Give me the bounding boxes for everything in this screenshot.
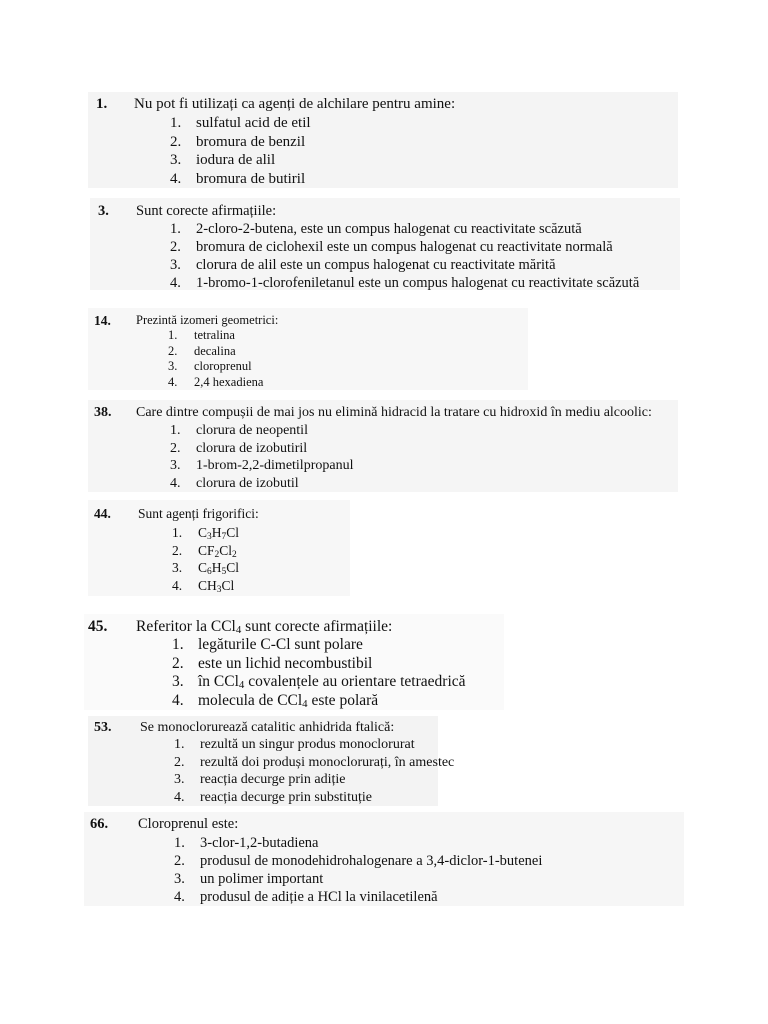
option-text: bromura de butiril [196, 170, 306, 187]
option-number: 4. [172, 577, 183, 593]
option-number: 3. [170, 152, 182, 168]
option-item [170, 256, 639, 274]
option-text: clorura de izobutil [196, 475, 299, 491]
question-stem: Care dintre compușii de mai jos nu elimină hidracid la tratare cu hidroxid în mediu alcoolic: [136, 405, 652, 420]
option-text: un polimer important [200, 871, 324, 887]
option-text: 3-clor-1,2-butadiena [200, 835, 319, 851]
option-item [172, 577, 239, 595]
options-list [168, 328, 263, 390]
option-item [170, 114, 311, 133]
option-item [170, 475, 353, 493]
option-number: 2. [174, 853, 185, 869]
option-number: 2. [170, 440, 181, 456]
option-text: tetralina [194, 328, 235, 342]
question-45 [84, 614, 504, 710]
option-item [174, 888, 542, 906]
option-item [170, 170, 311, 189]
option-item [170, 440, 353, 458]
option-item [172, 692, 466, 711]
option-text: clorura de alil este un compus halogenat cu reactivitate mărită [196, 257, 556, 273]
option-item [172, 673, 466, 692]
option-text: 1-bromo-1-clorofeniletanul este un compus halogenat cu reactivitate scăzută [196, 275, 640, 291]
option-item [170, 457, 353, 475]
question-stem: Se monoclorurează catalitic anhidrida ftalică: [140, 720, 395, 735]
option-text: decalina [194, 343, 236, 358]
question-1 [88, 92, 678, 188]
question-44 [88, 500, 350, 596]
option-text: iodura de alil [196, 152, 276, 168]
option-number: 2. [174, 754, 185, 770]
question-number: 14. [94, 313, 111, 328]
option-item [168, 328, 263, 344]
options-list [174, 736, 454, 806]
option-number: 4. [170, 170, 182, 187]
option-text: $C_3H_7Cl$ [198, 525, 239, 542]
option-text: molecula de CCl$_4$ este polară [198, 691, 379, 710]
question-14 [88, 308, 528, 390]
option-text: legăturile C-Cl sunt polare [198, 636, 363, 653]
option-number: 1. [170, 115, 182, 131]
option-number: 4. [170, 475, 181, 491]
option-text: produsul de adiție a HCl la vinilacetilenă [200, 889, 438, 905]
option-item [172, 636, 466, 655]
option-text: reacția decurge prin adiție [200, 772, 346, 787]
options-list [170, 220, 639, 292]
option-number: 4. [174, 789, 185, 805]
option-item [168, 344, 263, 360]
question-53 [88, 716, 455, 806]
option-text: $CF_2Cl_2$ [198, 542, 237, 560]
option-number: 1. [174, 737, 185, 752]
question-66 [84, 812, 684, 906]
option-number: 1. [170, 423, 181, 438]
option-item [170, 151, 311, 170]
option-item [172, 542, 239, 560]
question-number: 1. [96, 96, 108, 112]
option-item [172, 524, 239, 542]
option-number: 2. [168, 343, 178, 358]
option-text: reacția decurge prin substituție [200, 789, 372, 805]
options-list [174, 834, 542, 906]
option-number: 2. [172, 542, 183, 558]
option-number: 2. [170, 133, 182, 150]
options-list [172, 636, 466, 710]
option-item [174, 870, 542, 888]
option-text: bromura de ciclohexil este un compus halogenat cu reactivitate normală [196, 239, 613, 255]
question-stem: Referitor la CCl$_4$ sunt corecte afirmațiile: [136, 618, 393, 636]
option-text: în CCl$_4$ covalențele au orientare tetraedrică [198, 673, 466, 691]
option-number: 2. [172, 654, 184, 672]
option-number: 3. [172, 560, 183, 575]
option-item [170, 133, 311, 152]
question-number: 3. [98, 203, 109, 219]
question-stem: Sunt agenți frigorifici: [138, 506, 259, 521]
option-item [174, 736, 454, 754]
option-item [174, 771, 454, 789]
option-number: 3. [172, 673, 184, 690]
question-3 [90, 198, 680, 290]
option-text: 2,4 hexadiena [194, 374, 264, 389]
option-item [172, 655, 466, 674]
option-number: 3. [174, 871, 185, 887]
option-text: $CH_3Cl$ [198, 577, 235, 595]
question-stem: Sunt corecte afirmațiile: [136, 203, 277, 219]
option-number: 3. [170, 458, 181, 473]
options-list [170, 422, 353, 492]
question-number: 45. [88, 618, 108, 635]
option-item [170, 274, 639, 292]
option-number: 3. [168, 359, 178, 373]
option-item [170, 238, 639, 256]
question-stem: Cloroprenul este: [138, 816, 239, 832]
option-text: bromura de benzil [196, 133, 306, 150]
option-number: 3. [174, 772, 185, 787]
option-number: 2. [170, 239, 181, 255]
option-text: cloroprenul [194, 359, 252, 373]
option-number: 1. [172, 525, 183, 540]
option-number: 1. [172, 636, 184, 653]
option-text: produsul de monodehidrohalogenare a 3,4-diclor-1-butenei [200, 853, 543, 869]
option-item [174, 834, 542, 852]
option-number: 4. [172, 691, 184, 709]
option-item [174, 789, 454, 807]
question-number: 53. [94, 720, 112, 735]
question-stem: Prezintă izomeri geometrici: [136, 313, 279, 327]
question-number: 66. [90, 816, 109, 832]
option-text: $C_6H_5Cl$ [198, 560, 239, 577]
option-number: 1. [168, 328, 178, 342]
option-item [174, 754, 454, 772]
option-item [174, 852, 542, 870]
option-number: 3. [170, 257, 181, 273]
option-number: 4. [174, 889, 185, 905]
option-number: 4. [170, 275, 181, 291]
options-list [170, 114, 311, 188]
option-text: clorura de neopentil [196, 423, 308, 438]
question-number: 44. [94, 506, 111, 521]
option-item [170, 220, 639, 238]
option-item [168, 359, 263, 375]
option-text: 2-cloro-2-butena, este un compus halogenat cu reactivitate scăzută [196, 221, 582, 237]
option-text: rezultă doi produși monoclorurați, în amestec [200, 754, 455, 770]
question-number: 38. [94, 405, 112, 420]
option-text: clorura de izobutiril [196, 440, 308, 456]
option-number: 4. [168, 374, 178, 389]
option-number: 1. [174, 835, 185, 851]
option-item [172, 559, 239, 577]
option-text: sulfatul acid de etil [196, 115, 311, 131]
options-list [172, 524, 239, 594]
option-text: 1-brom-2,2-dimetilpropanul [196, 458, 354, 473]
option-text: este un lichid necombustibil [198, 654, 373, 672]
question-38 [88, 400, 678, 492]
option-text: rezultă un singur produs monoclorurat [200, 737, 415, 752]
option-item [168, 375, 263, 391]
question-stem: Nu pot fi utilizați ca agenți de alchilare pentru amine: [134, 96, 456, 112]
option-item [170, 422, 353, 440]
option-number: 1. [170, 221, 181, 237]
